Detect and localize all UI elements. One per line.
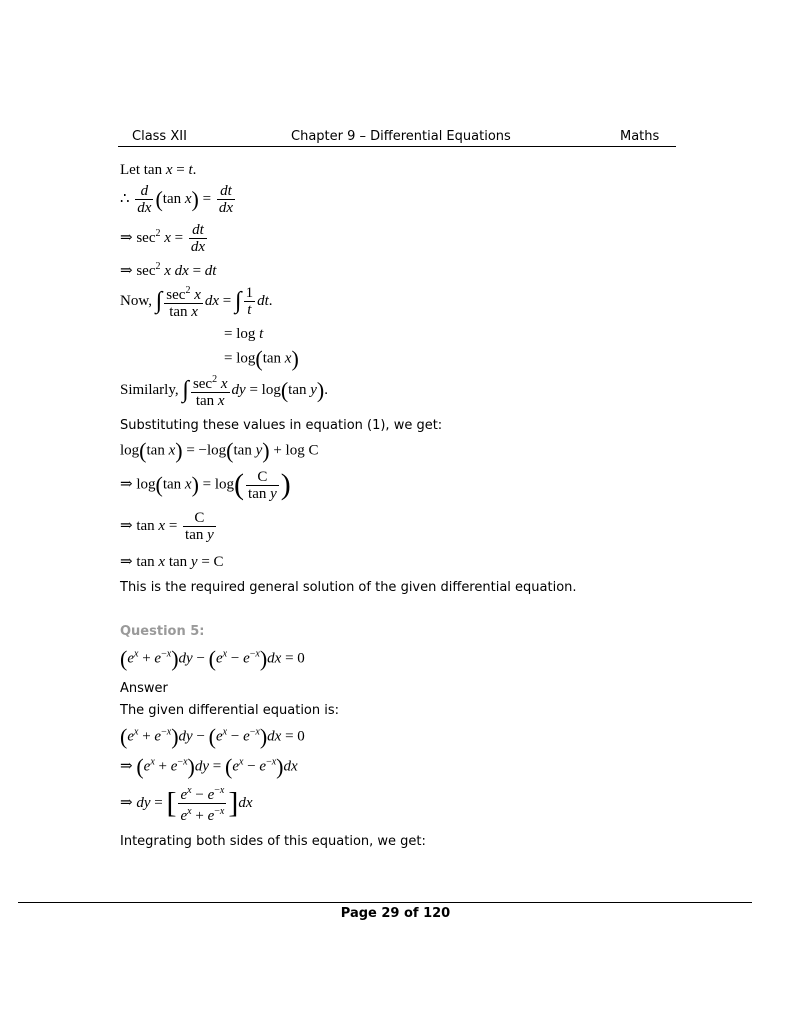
math-line-log-eq: log(tan x) = −log(tan y) + log C: [120, 438, 319, 463]
text-given: The given differential equation is:: [120, 703, 340, 718]
text-integrating: Integrating both sides of this equation, we get:: [120, 834, 426, 849]
math-line-rearranged: ⇒ $(e^x + e^{-x})dy = (e^x - e^{-x})dx$: [120, 754, 298, 779]
math-line-derivative: ∴ $\frac{d}{dx}$ (tan x) = $\frac{dt}{dx}$: [120, 183, 234, 216]
header-chapter: Chapter 9 – Differential Equations: [291, 129, 511, 144]
math-line-sec-squared: ⇒ $\sec^2 x$ = $\frac{dt}{dx}$: [120, 222, 206, 255]
math-line-tanx-frac: ⇒ tan x = $\frac{C}{\text{tan y}}$: [120, 510, 214, 543]
header-class: Class XII: [132, 129, 187, 144]
math-line-dy-frac: ⇒ dy = [ $\frac{e^x - e^{-x}}{e^x + e^{-x}}$ ]dx: [120, 785, 253, 824]
question-heading: Question 5:: [120, 624, 205, 639]
header-rule: [118, 146, 676, 147]
text-required: This is the required general solution of the given differential equation.: [120, 580, 577, 595]
text-answer: Answer: [120, 681, 168, 696]
math-line-let: Let tan x = t.: [120, 162, 197, 178]
math-line-sec-dx: ⇒ $\sec^2 x$ dx = dt: [120, 261, 217, 279]
text-substituting: Substituting these values in equation (1), we get:: [120, 418, 443, 433]
math-line-now: Now, ∫ $\frac{\sec^2 x}{\text{tan x}}$ dx = ∫ $\frac{1}{t}$ dt.: [120, 285, 273, 320]
math-line-product: ⇒ tan x tan y = C: [120, 554, 224, 570]
footer-rule: [18, 902, 752, 903]
math-line-logtanx: = log(tan x): [224, 346, 299, 371]
math-line-log-frac: ⇒ log(tan x) = log( $\frac{C}{\text{tan y}}$ ): [120, 468, 291, 502]
page-number: Page 29 of 120: [340, 906, 451, 921]
math-line-logt: = log t: [224, 326, 264, 342]
math-line-given-eq: $(e^x + e^{-x})dy - (e^x - e^{-x})dx = 0$: [120, 724, 305, 749]
math-line-question: $(e^x + e^{-x})dy - (e^x - e^{-x})dx = 0$: [120, 646, 305, 671]
header-subject: Maths: [620, 129, 660, 144]
math-line-similarly: Similarly, ∫ $\frac{\sec^2 x}{\text{tan x}}$ dy = log(tan y).: [120, 374, 328, 409]
